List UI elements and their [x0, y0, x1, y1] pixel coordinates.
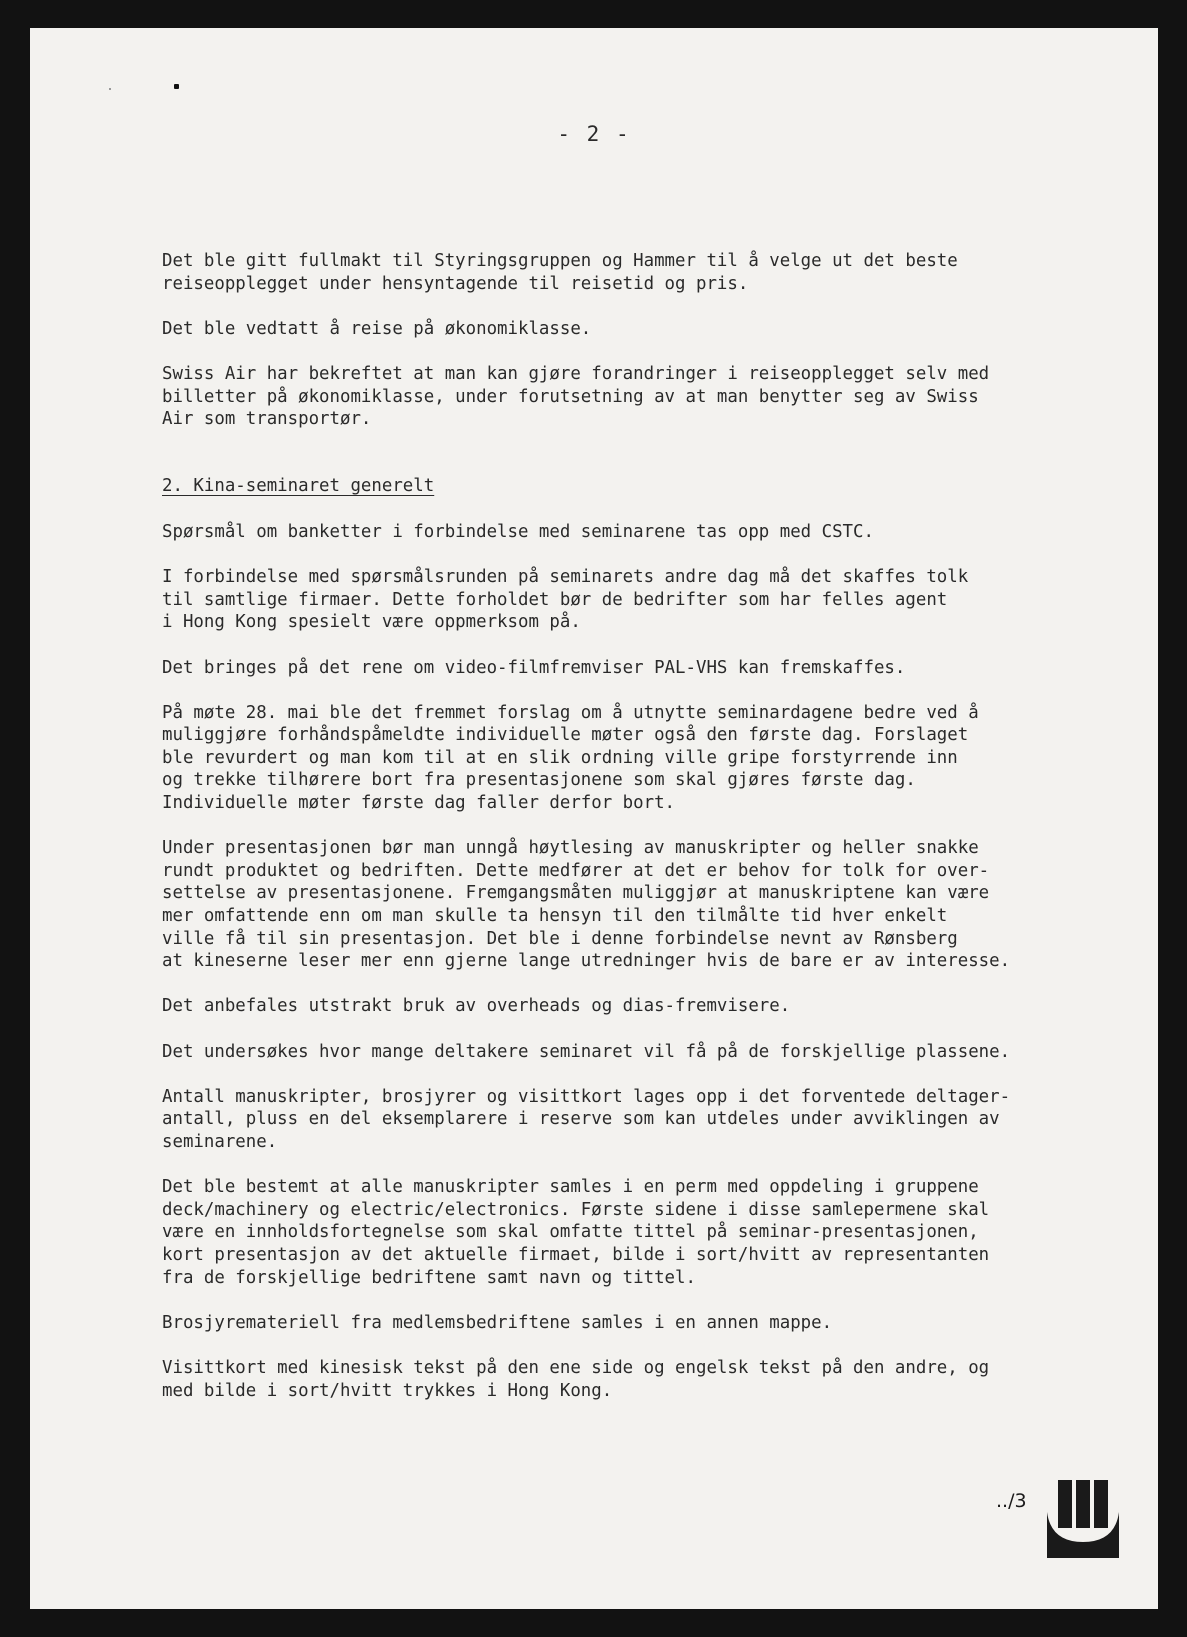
paragraph: Det ble bestemt at alle manuskripter samles i en perm med oppdeling i gruppene deck/machinery og electric/electronics. Første sidene i disse samlepermene skal være en innholdsfortegnelse som skal omfatte tittel på seminar-presentasjonen, kort presentasjon av det aktuelle firmaet, bilde i sort/hvitt av representanten fra de forskjellige bedriftene samt navn og tittel. [162, 1177, 990, 1288]
punch-mark [174, 84, 179, 89]
paragraph: Brosjyremateriell fra medlemsbedriftene samles i en annen mappe. [162, 1312, 833, 1333]
company-logo-icon [1047, 1480, 1119, 1558]
document-body [162, 250, 1062, 1425]
paragraph: Visittkort med kinesisk tekst på den ene side og engelsk tekst på den andre, og med bilde i sort/hvitt trykkes i Hong Kong. [162, 1357, 990, 1401]
document-page [30, 28, 1158, 1609]
section-heading: 2. Kina-seminaret generelt [162, 476, 435, 497]
paragraph: Det anbefales utstrakt bruk av overheads og dias-fremvisere. [162, 996, 791, 1017]
paragraph: Det undersøkes hvor mange deltakere seminaret vil få på de forskjellige plassene. [162, 1041, 1011, 1062]
paragraph: Spørsmål om banketter i forbindelse med seminarene tas opp med CSTC. [162, 521, 874, 542]
paragraph: Antall manuskripter, brosjyrer og visittkort lages opp i det forventede deltager- antall, pluss en del eksemplarere i reserve som kan utdeles under avviklingen av seminarene. [162, 1086, 1011, 1152]
paragraph: Det bringes på det rene om video-filmfremviser PAL-VHS kan fremskaffes. [162, 657, 906, 678]
page-number: - 2 - [557, 122, 631, 146]
continuation-marker: ../3 [996, 1490, 1027, 1512]
paragraph: I forbindelse med spørsmålsrunden på seminarets andre dag må det skaffes tolk til samtlige firmaer. Dette forholdet bør de bedrifter som har felles agent i Hong Kong spesielt være oppmerksom på. [162, 567, 969, 633]
paragraph: Det ble vedtatt å reise på økonomiklasse. [162, 318, 592, 339]
paragraph: Under presentasjonen bør man unngå høytlesing av manuskripter og heller snakke rundt produktet og bedriften. Dette medfører at det er behov for tolk for over- settelse av presentasjonene. Fremgangsmåten muliggjør at manuskriptene kan være mer omfattende enn om man skulle ta hensyn til den tilmålte tid hver enkelt ville få til sin presentasjon. Det ble i denne forbindelse nevnt av Rønsberg at kineserne leser mer enn gjerne lange utredninger hvis de bare er av interesse. [162, 838, 1011, 972]
paragraph: På møte 28. mai ble det fremmet forslag om å utnytte seminardagene bedre ved å muliggjøre forhåndspåmeldte individuelle møter også den første dag. Forslaget ble revurdert og man kom til at en slik ordning ville gripe forstyrrende inn og trekke tilhørere bort fra presentasjonene som skal gjøres første dag. Individuelle møter første dag faller derfor bort. [162, 702, 979, 814]
scan-speck [109, 88, 111, 90]
paragraph: Swiss Air har bekreftet at man kan gjøre forandringer i reiseopplegget selv med billetter på økonomiklasse, under forutsetning av at man benytter seg av Swiss Air som transportør. [162, 363, 990, 430]
paragraph: Det ble gitt fullmakt til Styringsgruppen og Hammer til å velge ut det beste reiseopplegget under hensyntagende til reisetid og pris. [162, 251, 958, 294]
